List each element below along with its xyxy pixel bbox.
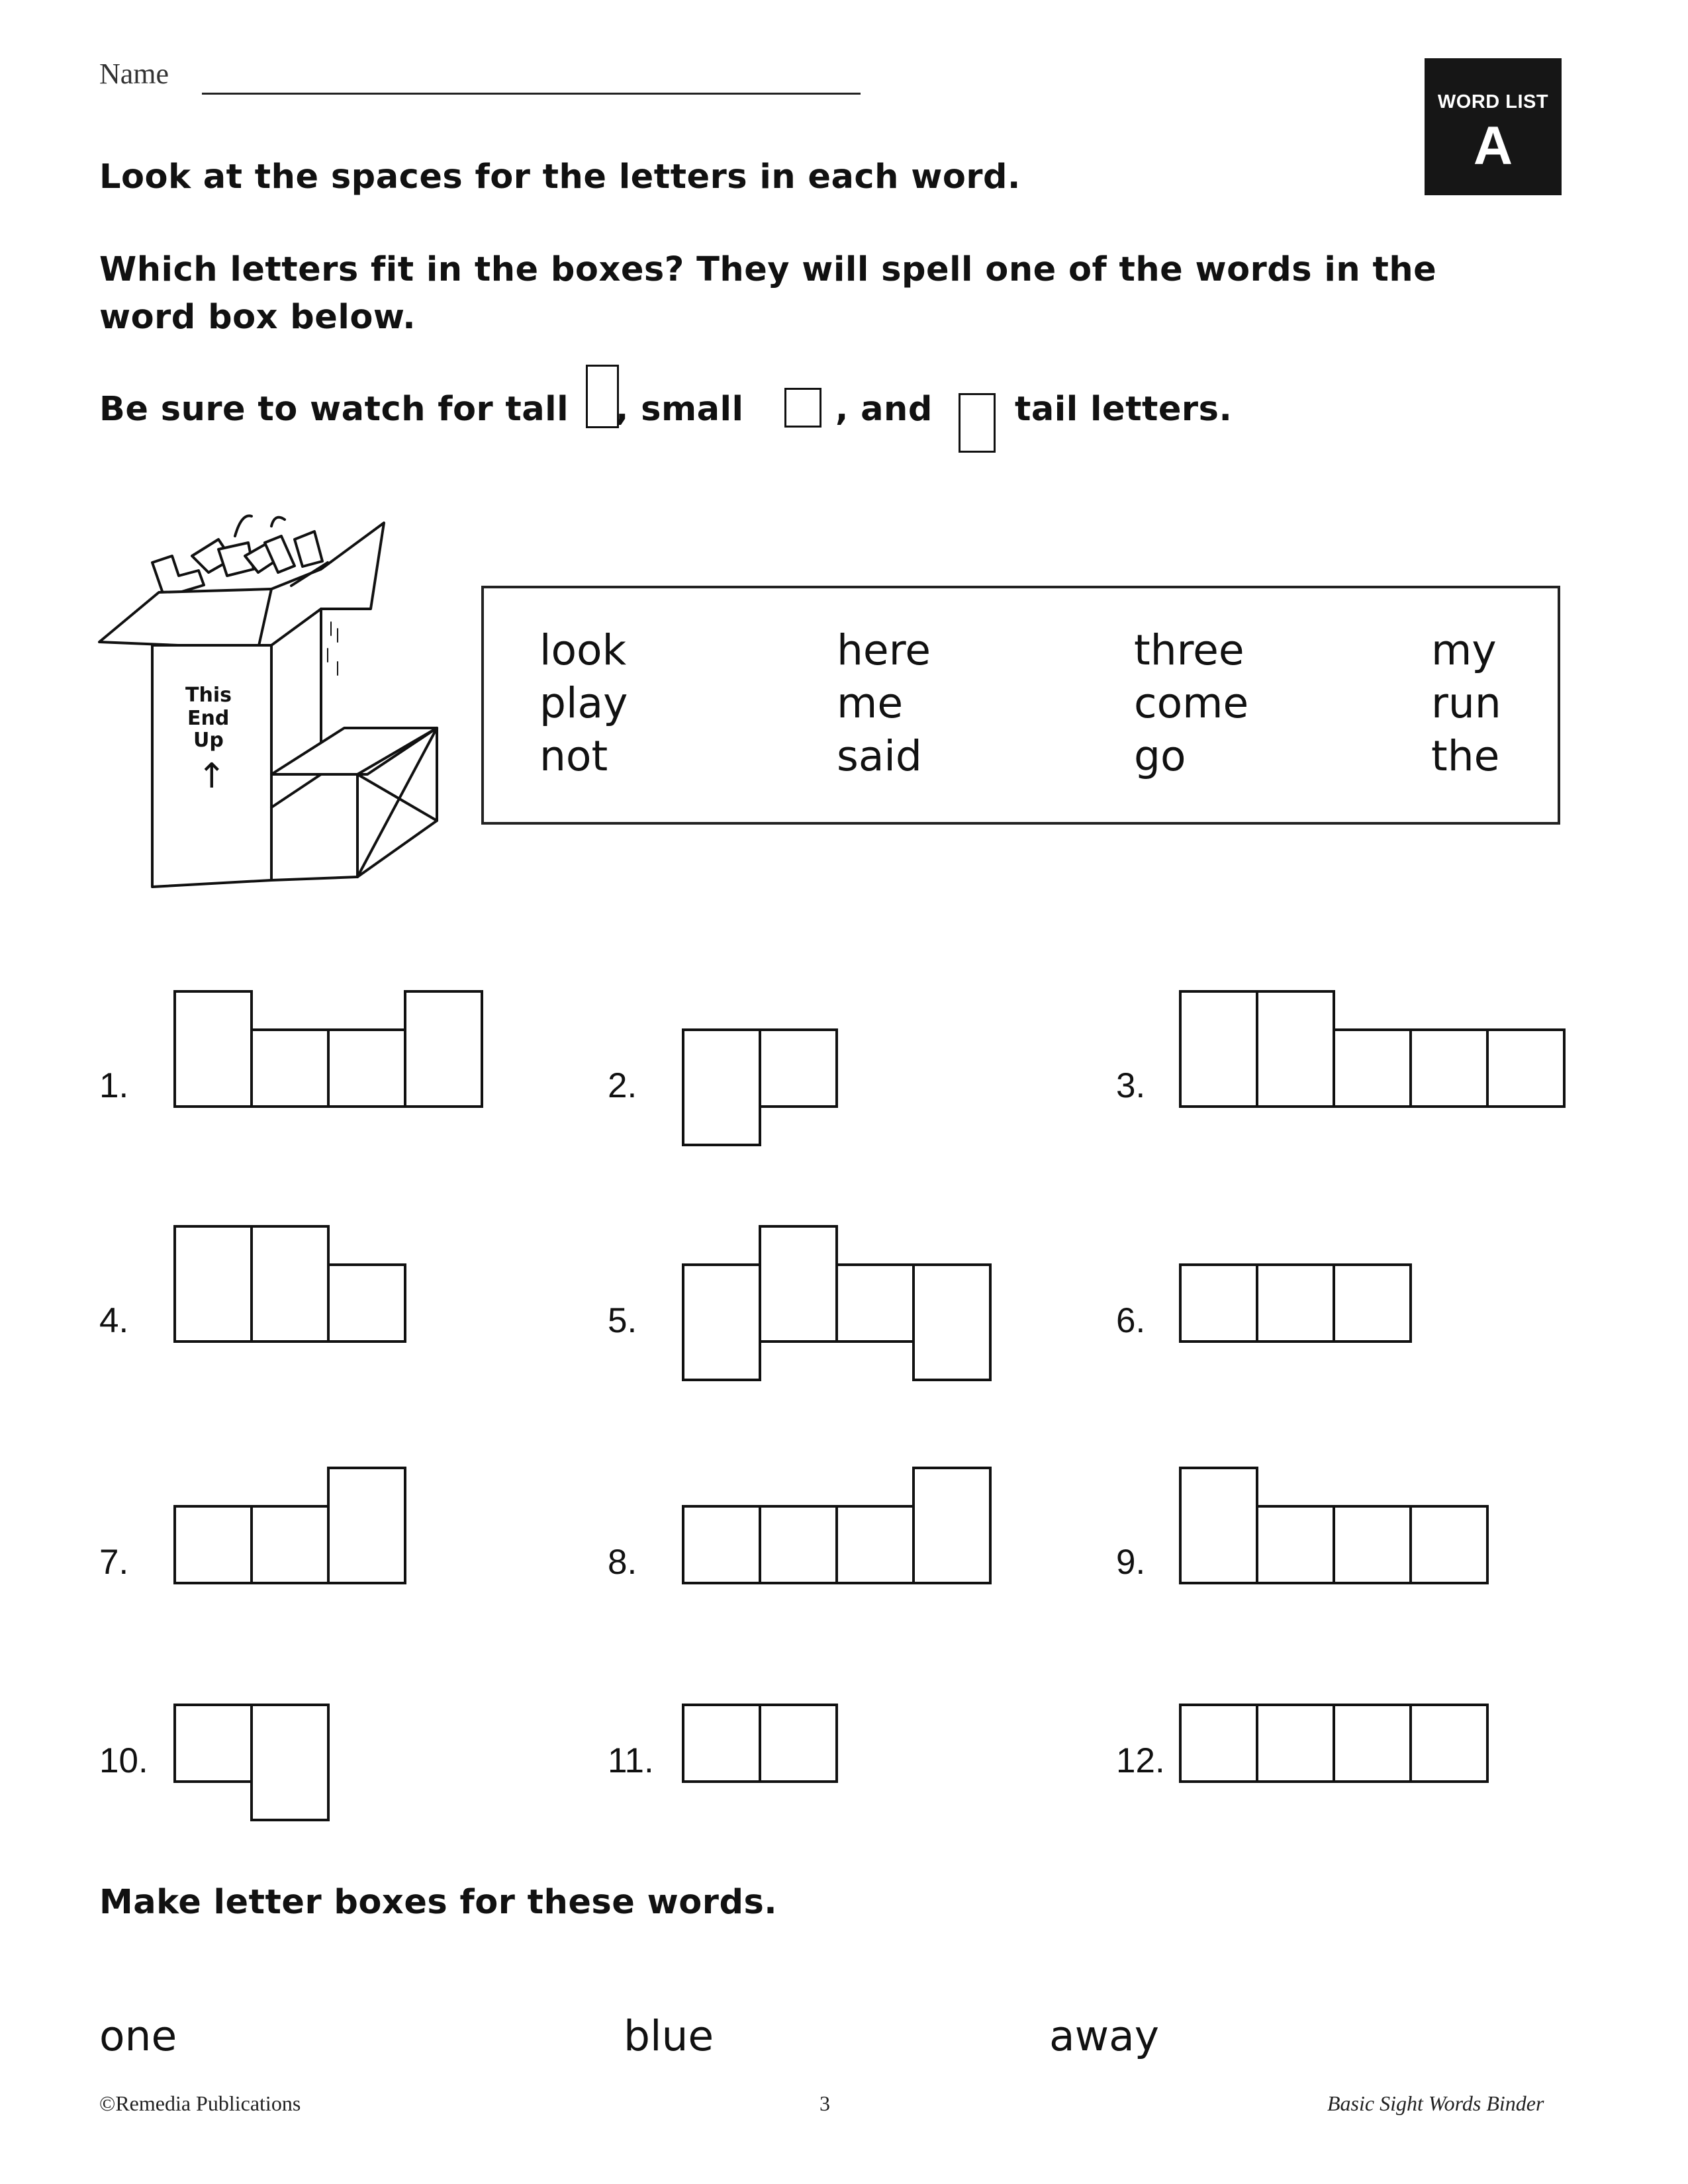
word-box-word: run [1431,679,1501,727]
instruction-3-part2: , small [616,390,744,429]
small-letter-box[interactable] [173,1704,253,1783]
footer-title: Basic Sight Words Binder [1327,2091,1544,2115]
box-text-up: Up [193,729,224,752]
question-number: 12. [1116,1741,1165,1780]
small-letter-box[interactable] [250,1505,330,1584]
make-boxes-heading: Make letter boxes for these words. [99,1883,778,1922]
tall-letter-sample-icon [586,365,619,428]
small-letter-box[interactable] [1409,1028,1489,1108]
tall-letter-box[interactable] [173,1225,253,1343]
question-number: 5. [608,1301,637,1340]
name-field[interactable] [202,93,861,95]
tall-letter-box[interactable] [250,1225,330,1343]
small-letter-box[interactable] [327,1028,406,1108]
practice-word-2: blue [624,2012,714,2060]
small-letter-sample-icon [784,388,821,428]
instruction-3-part1: Be sure to watch for tall [99,390,569,429]
small-letter-box[interactable] [1333,1028,1412,1108]
question-number: 8. [608,1543,637,1582]
letter-box-illustration [93,510,450,893]
question-number: 1. [99,1066,129,1105]
small-letter-box[interactable] [173,1505,253,1584]
word-box-word: play [539,679,628,727]
tall-letter-box[interactable] [1179,1467,1258,1584]
word-box-word: not [539,732,608,780]
question-number: 3. [1116,1066,1146,1105]
small-letter-box[interactable] [1333,1263,1412,1343]
word-box [481,586,1560,825]
word-box-word: look [539,626,627,674]
practice-word-1: one [99,2012,177,2060]
small-letter-box[interactable] [682,1704,761,1783]
word-box-word: here [837,626,931,674]
tail-letter-box[interactable] [250,1704,330,1821]
footer-page-number: 3 [820,2091,830,2115]
small-letter-box[interactable] [1256,1704,1335,1783]
small-letter-box[interactable] [250,1028,330,1108]
small-letter-box[interactable] [682,1505,761,1584]
tail-letter-sample-icon [959,393,996,453]
instruction-3-part3: , and [835,390,933,429]
tall-letter-box[interactable] [759,1225,838,1343]
question-number: 9. [1116,1543,1146,1582]
tail-letter-box[interactable] [682,1263,761,1381]
tall-letter-box[interactable] [327,1467,406,1584]
question-number: 10. [99,1741,148,1780]
small-letter-box[interactable] [759,1505,838,1584]
small-letter-box[interactable] [1333,1704,1412,1783]
question-number: 11. [608,1741,654,1780]
word-box-word: three [1134,626,1244,674]
small-letter-box[interactable] [1486,1028,1566,1108]
word-box-word: go [1134,732,1186,780]
small-letter-box[interactable] [759,1028,838,1108]
small-letter-box[interactable] [1179,1263,1258,1343]
question-number: 4. [99,1301,129,1340]
small-letter-box[interactable] [327,1263,406,1343]
tall-letter-box[interactable] [1179,990,1258,1108]
instruction-2-cont: word box below. [99,298,416,337]
small-letter-box[interactable] [835,1505,915,1584]
tall-letter-box[interactable] [173,990,253,1108]
question-number: 6. [1116,1301,1146,1340]
instruction-1: Look at the spaces for the letters in each word. [99,158,1021,197]
name-label: Name [99,58,169,90]
tall-letter-box[interactable] [404,990,483,1108]
box-text-this: This [185,684,232,707]
small-letter-box[interactable] [759,1704,838,1783]
word-list-badge [1425,58,1562,195]
footer-publisher: ©Remedia Publications [99,2091,301,2115]
instruction-3-part4: tail letters. [1015,390,1233,429]
question-number: 7. [99,1543,129,1582]
tall-letter-box[interactable] [1256,990,1335,1108]
box-text-end: End [187,707,230,730]
word-box-word: my [1431,626,1497,674]
word-box-word: come [1134,679,1249,727]
question-number: 2. [608,1066,637,1105]
small-letter-box[interactable] [1256,1505,1335,1584]
instruction-2: Which letters fit in the boxes? They will spell one of the words in the [99,250,1437,289]
word-box-word: me [837,679,904,727]
small-letter-box[interactable] [1179,1704,1258,1783]
tall-letter-box[interactable] [912,1467,992,1584]
small-letter-box[interactable] [1256,1263,1335,1343]
small-letter-box[interactable] [1409,1704,1489,1783]
word-box-word: the [1431,732,1500,780]
small-letter-box[interactable] [1333,1505,1412,1584]
small-letter-box[interactable] [1409,1505,1489,1584]
small-letter-box[interactable] [835,1263,915,1343]
up-arrow-icon: ↑ [197,756,226,796]
tail-letter-box[interactable] [682,1028,761,1146]
tail-letter-box[interactable] [912,1263,992,1381]
badge-letter: A [1473,116,1513,176]
badge-title: WORD LIST [1437,91,1549,113]
practice-word-3: away [1049,2012,1160,2060]
word-box-word: said [837,732,922,780]
